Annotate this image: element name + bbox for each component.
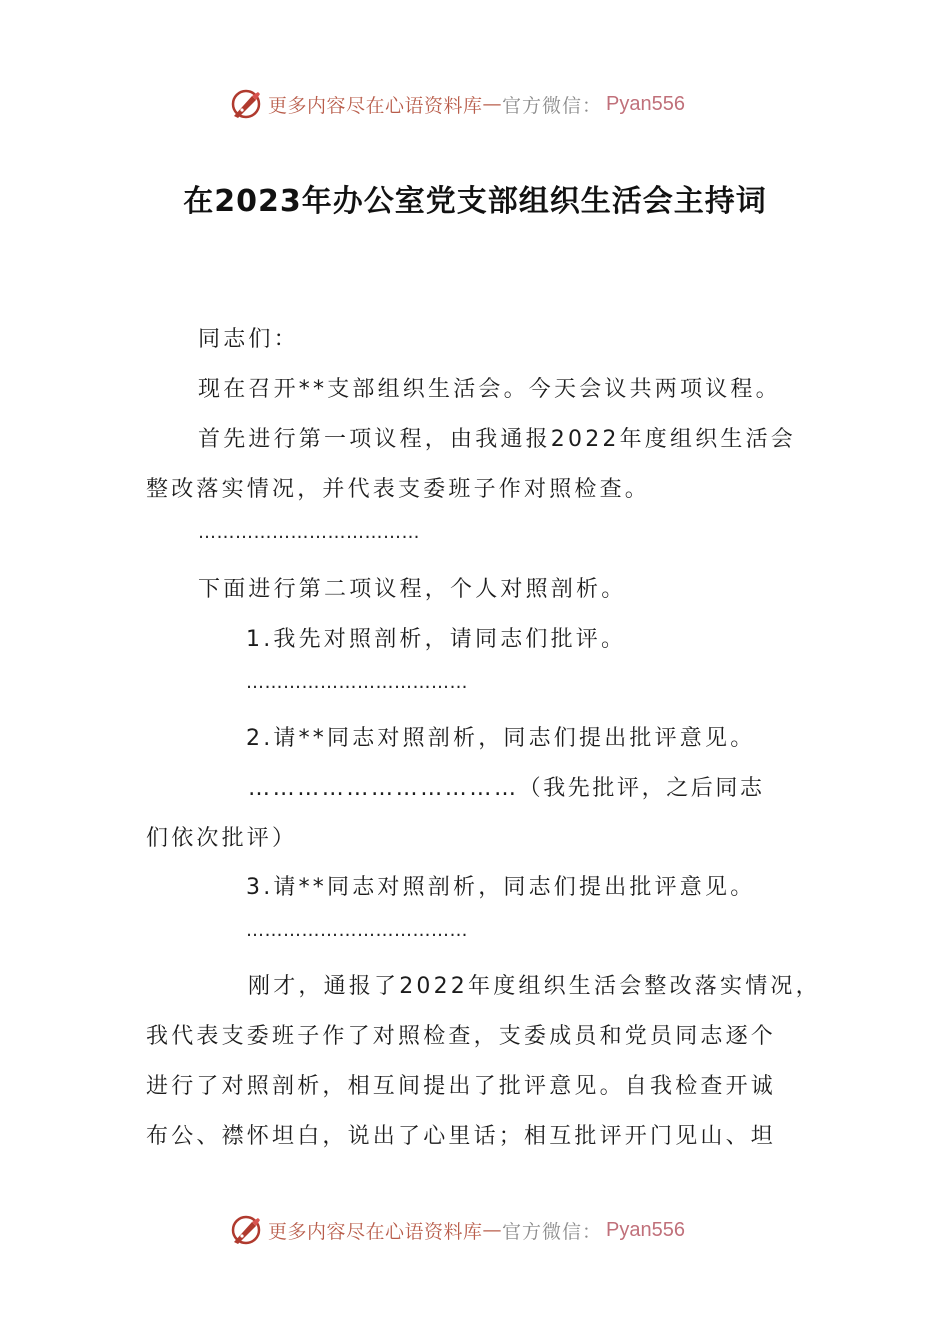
pen-nib-logo-icon	[228, 1212, 264, 1248]
banner-official-label: 官方微信：	[502, 94, 603, 117]
header-watermark-banner	[228, 84, 748, 124]
ellipsis-line: ………………………………	[246, 672, 468, 693]
ellipsis-line: ………………………………	[246, 920, 468, 941]
document-title: 在2023年办公室党支部组织生活会主持词	[183, 184, 767, 219]
paragraph-summary-line3: 进行了对照剖析，相互间提出了批评意见。自我检查开诚	[146, 1074, 777, 1099]
paragraph-summary-line2: 我代表支委班子作了对照检查，支委成员和党员同志逐个	[146, 1024, 777, 1049]
paragraph-agenda-two: 下面进行第二项议程，个人对照剖析。	[198, 577, 627, 602]
ellipsis-line: ………………………………	[198, 522, 420, 543]
banner-wechat-id: Pyan556	[606, 1218, 685, 1241]
paragraph-summary-line4: 布公、襟怀坦白，说出了心里话；相互批评开门见山、坦	[146, 1124, 777, 1149]
list-item-1: 1.我先对照剖析，请同志们批评。	[246, 627, 627, 652]
banner-separator: —	[482, 1219, 503, 1241]
list-item-2-note-line2: 们依次批评）	[146, 826, 298, 851]
list-item-3: 3.请**同志对照剖析，同志们提出批评意见。	[246, 875, 756, 900]
banner-separator: —	[482, 93, 503, 115]
banner-text: 更多内容尽在心语资料库	[268, 1220, 483, 1243]
banner-official-label: 官方微信：	[502, 1220, 603, 1243]
banner-wechat-id: Pyan556	[606, 92, 685, 115]
paragraph-summary-line1: 刚才，通报了2022年度组织生活会整改落实情况，	[248, 974, 821, 999]
salutation: 同志们：	[198, 327, 299, 352]
paragraph-opening: 现在召开**支部组织生活会。今天会议共两项议程。	[198, 377, 781, 402]
list-item-2-note-line1: ……………………………（我先批评，之后同志	[248, 776, 765, 801]
list-item-2: 2.请**同志对照剖析，同志们提出批评意见。	[246, 726, 756, 751]
paragraph-agenda-one-line1: 首先进行第一项议程，由我通报2022年度组织生活会	[198, 427, 796, 452]
pen-nib-logo-icon	[228, 86, 264, 122]
footer-watermark-banner	[228, 1210, 748, 1250]
paragraph-agenda-one-line2: 整改落实情况，并代表支委班子作对照检查。	[146, 477, 651, 502]
banner-text: 更多内容尽在心语资料库	[268, 94, 483, 117]
